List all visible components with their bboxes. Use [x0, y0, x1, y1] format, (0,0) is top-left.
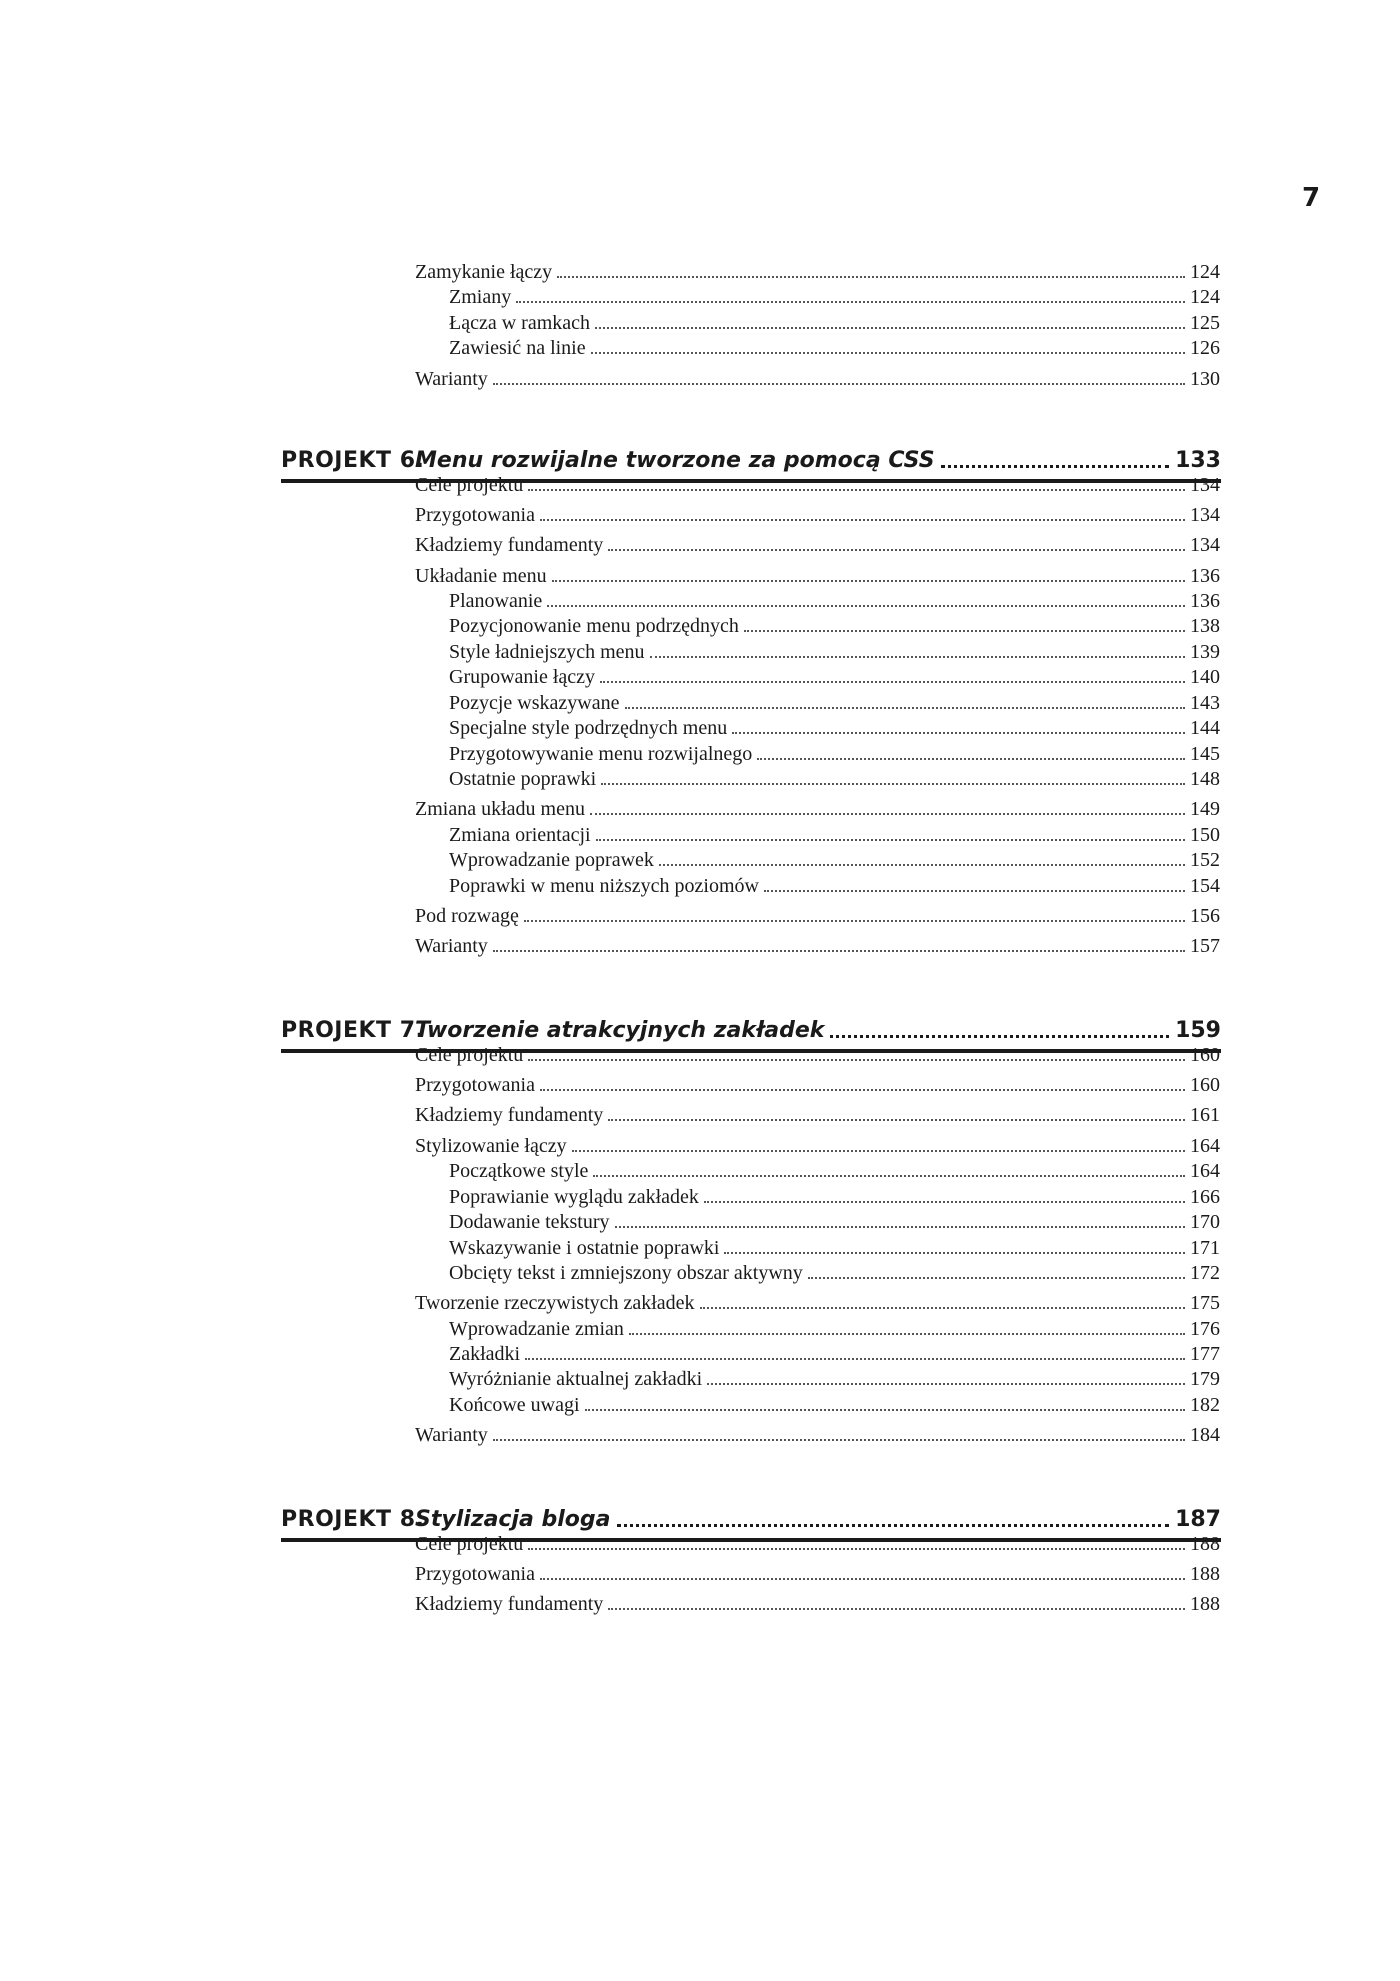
dot-leader — [540, 1578, 1185, 1580]
dot-leader — [528, 489, 1185, 491]
entry-label: Wskazywanie i ostatnie poprawki — [449, 1237, 720, 1259]
entry-label: Cele projektu — [415, 474, 524, 496]
entry-label: Zakładki — [449, 1343, 521, 1365]
entry-label: Końcowe uwagi — [449, 1394, 580, 1416]
dot-leader — [615, 1226, 1185, 1228]
dot-leader — [572, 1150, 1185, 1152]
entry-page-number: 150 — [1190, 824, 1220, 846]
entry-label: Przygotowania — [415, 1563, 535, 1585]
entry-label: Zmiana orientacji — [449, 824, 591, 846]
entry-label: Style ładniejszych menu — [449, 641, 645, 663]
toc-entry[interactable] — [415, 1421, 1220, 1447]
entry-page-number: 157 — [1190, 935, 1220, 957]
dot-leader — [540, 1089, 1185, 1091]
entry-label: Warianty — [415, 1424, 488, 1446]
entry-label: Pod rozwagę — [415, 905, 519, 927]
dot-leader — [608, 1119, 1185, 1121]
dot-leader — [552, 580, 1185, 582]
toc-entry[interactable] — [415, 1071, 1220, 1097]
entry-page-number: 160 — [1190, 1074, 1220, 1096]
entry-label: Grupowanie łączy — [449, 666, 596, 688]
toc-subentry[interactable] — [449, 846, 1220, 872]
toc-entry[interactable] — [415, 1560, 1220, 1586]
dot-leader — [700, 1307, 1185, 1309]
dot-leader — [528, 1548, 1185, 1550]
entry-label: Przygotowywanie menu rozwijalnego — [449, 743, 753, 765]
entry-page-number: 130 — [1190, 368, 1220, 390]
entry-label: Zamykanie łączy — [415, 261, 553, 283]
entry-page-number: 125 — [1190, 312, 1220, 334]
toc-subentry[interactable] — [449, 334, 1220, 360]
page-number: 7 — [1302, 183, 1321, 213]
dot-leader — [744, 630, 1185, 632]
entry-label: Warianty — [415, 935, 488, 957]
toc-subentry[interactable] — [449, 1315, 1220, 1341]
dot-leader — [608, 549, 1185, 551]
toc-entry[interactable] — [415, 1101, 1220, 1127]
dot-leader — [591, 352, 1185, 354]
dot-leader — [524, 920, 1185, 922]
toc-entry[interactable] — [415, 795, 1220, 821]
dot-leader — [493, 1439, 1185, 1441]
chapter-page-number: 187 — [1175, 1507, 1221, 1532]
toc-subentry[interactable] — [449, 714, 1220, 740]
toc-subentry[interactable] — [449, 1234, 1220, 1260]
entry-page-number: 172 — [1190, 1262, 1220, 1284]
entry-page-number: 164 — [1190, 1160, 1220, 1182]
toc-subentry[interactable] — [449, 309, 1220, 335]
entry-page-number: 140 — [1190, 666, 1220, 688]
toc-subentry[interactable] — [449, 663, 1220, 689]
dot-leader — [590, 813, 1185, 815]
entry-page-number: 188 — [1190, 1533, 1220, 1555]
entry-page-number: 143 — [1190, 692, 1220, 714]
dot-leader — [629, 1333, 1185, 1335]
entry-page-number: 126 — [1190, 337, 1220, 359]
entry-label: Wprowadzanie zmian — [449, 1318, 624, 1340]
toc-subentry[interactable] — [449, 283, 1220, 309]
dot-leader — [493, 950, 1185, 952]
dot-leader — [540, 519, 1185, 521]
entry-page-number: 188 — [1190, 1563, 1220, 1585]
entry-label: Początkowe style — [449, 1160, 589, 1182]
dot-leader — [650, 656, 1185, 658]
chapter-title: Menu rozwijalne tworzone za pomocą CSS — [415, 448, 935, 473]
entry-label: Wyróżnianie aktualnej zakładki — [449, 1368, 703, 1390]
entry-label: Cele projektu — [415, 1533, 524, 1555]
dot-leader — [707, 1383, 1185, 1385]
toc-entry[interactable] — [415, 258, 1220, 284]
entry-page-number: 184 — [1190, 1424, 1220, 1446]
entry-label: Ostatnie poprawki — [449, 768, 597, 790]
dot-leader — [528, 1059, 1185, 1061]
dot-leader — [704, 1201, 1185, 1203]
entry-label: Łącza w ramkach — [449, 312, 591, 334]
entry-label: Tworzenie rzeczywistych zakładek — [415, 1292, 695, 1314]
dot-leader — [595, 327, 1185, 329]
entry-label: Warianty — [415, 368, 488, 390]
entry-label: Cele projektu — [415, 1044, 524, 1066]
entry-label: Przygotowania — [415, 1074, 535, 1096]
entry-label: Poprawki w menu niższych poziomów — [449, 875, 759, 897]
entry-page-number: 136 — [1190, 590, 1220, 612]
chapter-title: Tworzenie atrakcyjnych zakładek — [415, 1018, 825, 1043]
entry-page-number: 176 — [1190, 1318, 1220, 1340]
dot-leader — [493, 383, 1185, 385]
entry-label: Układanie menu — [415, 565, 547, 587]
entry-page-number: 136 — [1190, 565, 1220, 587]
entry-label: Specjalne style podrzędnych menu — [449, 717, 728, 739]
entry-label: Stylizowanie łączy — [415, 1135, 567, 1157]
dot-leader — [547, 605, 1185, 607]
dot-leader — [557, 276, 1185, 278]
chapter-page-number: 159 — [1175, 1018, 1221, 1043]
toc-subentry[interactable] — [449, 740, 1220, 766]
entry-page-number: 144 — [1190, 717, 1220, 739]
entry-page-number: 160 — [1190, 1044, 1220, 1066]
toc-entry[interactable] — [415, 1289, 1220, 1315]
toc-subentry[interactable] — [449, 612, 1220, 638]
entry-label: Kładziemy fundamenty — [415, 1104, 604, 1126]
chapter-label: PROJEKT 7. — [281, 1018, 425, 1043]
dot-leader — [659, 864, 1185, 866]
toc-subentry[interactable] — [449, 1183, 1220, 1209]
dot-leader — [596, 839, 1185, 841]
dot-leader — [757, 758, 1185, 760]
entry-label: Zmiany — [449, 286, 512, 308]
toc-entry[interactable] — [415, 471, 1220, 497]
chapter-title: Stylizacja bloga — [415, 1507, 611, 1532]
entry-page-number: 138 — [1190, 615, 1220, 637]
entry-page-number: 175 — [1190, 1292, 1220, 1314]
toc-entry[interactable] — [415, 562, 1220, 588]
chapter-label: PROJEKT 6. — [281, 448, 425, 473]
entry-page-number: 179 — [1190, 1368, 1220, 1390]
toc-entry[interactable] — [415, 1132, 1220, 1158]
entry-label: Pozycje wskazywane — [449, 692, 620, 714]
entry-page-number: 148 — [1190, 768, 1220, 790]
entry-label: Kładziemy fundamenty — [415, 534, 604, 556]
entry-page-number: 182 — [1190, 1394, 1220, 1416]
entry-label: Obcięty tekst i zmniejszony obszar aktywny — [449, 1262, 803, 1284]
toc-entry[interactable] — [415, 932, 1220, 958]
toc-subentry[interactable] — [449, 1340, 1220, 1366]
entry-page-number: 134 — [1190, 504, 1220, 526]
entry-page-number: 164 — [1190, 1135, 1220, 1157]
dot-leader — [625, 707, 1186, 709]
entry-page-number: 161 — [1190, 1104, 1220, 1126]
dot-leader — [941, 465, 1169, 468]
entry-label: Zmiana układu menu — [415, 798, 585, 820]
toc-entry[interactable] — [415, 1590, 1220, 1616]
toc-entry[interactable] — [415, 365, 1220, 391]
entry-label: Przygotowania — [415, 504, 535, 526]
dot-leader — [830, 1035, 1169, 1038]
toc-entry[interactable] — [415, 501, 1220, 527]
entry-label: Dodawanie tekstury — [449, 1211, 610, 1233]
entry-page-number: 171 — [1190, 1237, 1220, 1259]
toc-subentry[interactable] — [449, 765, 1220, 791]
toc-subentry[interactable] — [449, 821, 1220, 847]
dot-leader — [764, 890, 1185, 892]
toc-entry[interactable] — [415, 902, 1220, 928]
entry-page-number: 154 — [1190, 875, 1220, 897]
toc-subentry[interactable] — [449, 689, 1220, 715]
entry-page-number: 188 — [1190, 1593, 1220, 1615]
dot-leader — [601, 783, 1185, 785]
entry-page-number: 134 — [1190, 474, 1220, 496]
entry-label: Pozycjonowanie menu podrzędnych — [449, 615, 739, 637]
entry-page-number: 134 — [1190, 534, 1220, 556]
toc-subentry[interactable] — [449, 1259, 1220, 1285]
toc-entry[interactable] — [415, 1041, 1220, 1067]
entry-label: Poprawianie wyglądu zakładek — [449, 1186, 699, 1208]
dot-leader — [808, 1277, 1185, 1279]
entry-page-number: 166 — [1190, 1186, 1220, 1208]
dot-leader — [724, 1252, 1185, 1254]
entry-page-number: 170 — [1190, 1211, 1220, 1233]
dot-leader — [593, 1175, 1185, 1177]
toc-subentry[interactable] — [449, 1208, 1220, 1234]
dot-leader — [600, 681, 1185, 683]
entry-label: Kładziemy fundamenty — [415, 1593, 604, 1615]
entry-page-number: 156 — [1190, 905, 1220, 927]
entry-label: Zawiesić na linie — [449, 337, 586, 359]
entry-page-number: 152 — [1190, 849, 1220, 871]
dot-leader — [585, 1409, 1185, 1411]
entry-label: Wprowadzanie poprawek — [449, 849, 654, 871]
toc-subentry[interactable] — [449, 872, 1220, 898]
dot-leader — [516, 301, 1185, 303]
chapter-label: PROJEKT 8. — [281, 1507, 425, 1532]
dot-leader — [608, 1608, 1185, 1610]
chapter-page-number: 133 — [1175, 448, 1221, 473]
entry-page-number: 139 — [1190, 641, 1220, 663]
toc-entry[interactable] — [415, 531, 1220, 557]
entry-page-number: 149 — [1190, 798, 1220, 820]
dot-leader — [732, 732, 1185, 734]
toc-subentry[interactable] — [449, 1365, 1220, 1391]
entry-page-number: 177 — [1190, 1343, 1220, 1365]
toc-subentry[interactable] — [449, 587, 1220, 613]
dot-leader — [525, 1358, 1185, 1360]
toc-subentry[interactable] — [449, 638, 1220, 664]
toc-entry[interactable] — [415, 1530, 1220, 1556]
entry-page-number: 124 — [1190, 286, 1220, 308]
dot-leader — [617, 1524, 1170, 1527]
entry-page-number: 145 — [1190, 743, 1220, 765]
toc-subentry[interactable] — [449, 1391, 1220, 1417]
entry-page-number: 124 — [1190, 261, 1220, 283]
entry-label: Planowanie — [449, 590, 543, 612]
toc-subentry[interactable] — [449, 1157, 1220, 1183]
